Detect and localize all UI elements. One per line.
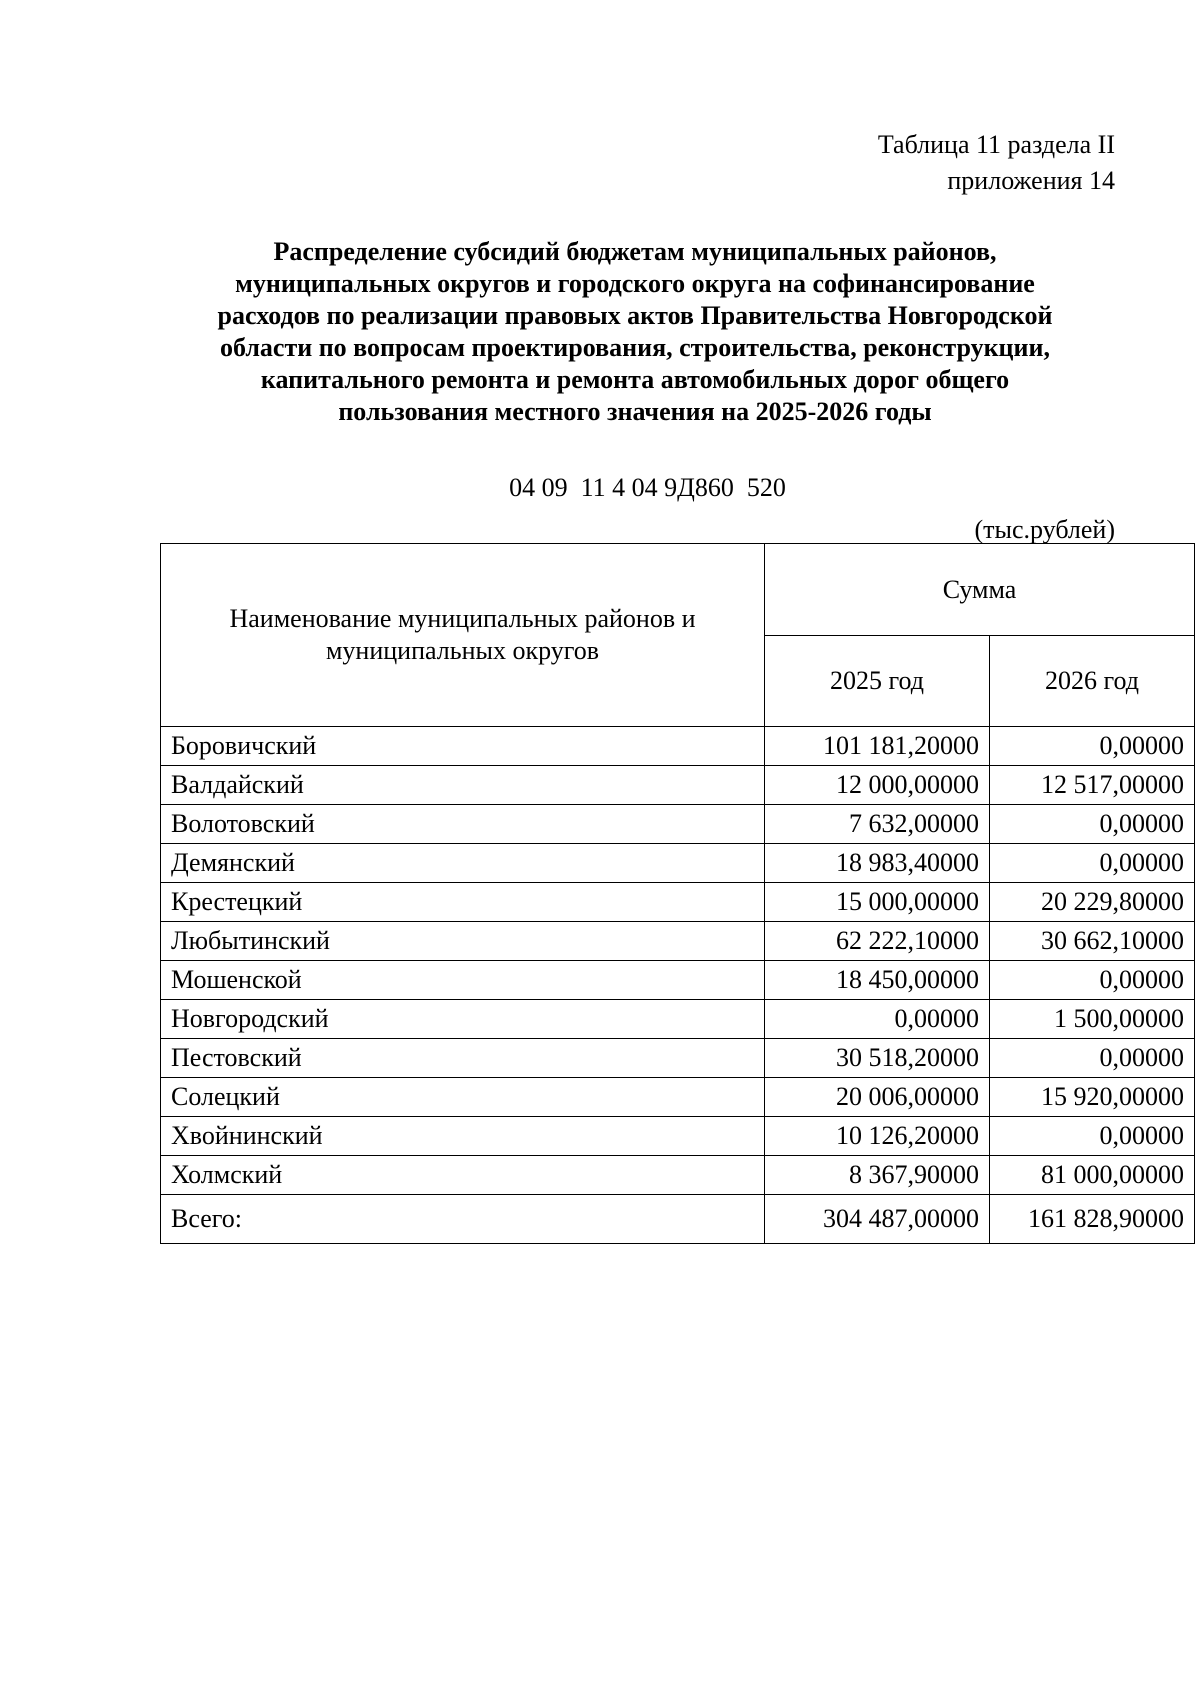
amount-2026-cell: 0,00000: [990, 961, 1195, 1000]
title-line: пользования местного значения на 2025-2026 годы: [338, 397, 932, 426]
amount-2026-cell: 0,00000: [990, 844, 1195, 883]
table-row: [161, 883, 1195, 922]
header-year-2025: 2025 год: [765, 636, 990, 727]
municipality-name-cell: Мошенской: [161, 961, 765, 1000]
table-row: [161, 1000, 1195, 1039]
amount-2026-cell: 1 500,00000: [990, 1000, 1195, 1039]
municipality-name-cell: Хвойнинский: [161, 1117, 765, 1156]
amount-2026-cell: 30 662,10000: [990, 922, 1195, 961]
title-line: расходов по реализации правовых актов Правительства Новгородской: [217, 301, 1053, 330]
amount-2025-cell: 7 632,00000: [765, 805, 990, 844]
amount-2026-cell: 15 920,00000: [990, 1078, 1195, 1117]
municipality-name-cell: Валдайский: [161, 766, 765, 805]
table-row: [161, 1117, 1195, 1156]
amount-2026-cell: 0,00000: [990, 1039, 1195, 1078]
municipality-name-cell: Новгородский: [161, 1000, 765, 1039]
amount-2026-cell: 81 000,00000: [990, 1156, 1195, 1195]
amount-2025-cell: 62 222,10000: [765, 922, 990, 961]
amount-2026-cell: 0,00000: [990, 1117, 1195, 1156]
municipality-name-cell: Пестовский: [161, 1039, 765, 1078]
amount-2026-cell: 0,00000: [990, 805, 1195, 844]
total-row: [161, 1195, 1195, 1244]
amount-2026-cell: 12 517,00000: [990, 766, 1195, 805]
table-row: [161, 805, 1195, 844]
municipality-name-cell: Крестецкий: [161, 883, 765, 922]
title-line: области по вопросам проектирования, строительства, реконструкции,: [219, 333, 1051, 362]
table-row: [161, 1039, 1195, 1078]
amount-2025-cell: 12 000,00000: [765, 766, 990, 805]
title-line: муниципальных округов и городского округа на софинансирование: [235, 269, 1035, 298]
amount-2025-cell: 10 126,20000: [765, 1117, 990, 1156]
amount-2026-cell: 0,00000: [990, 727, 1195, 766]
total-2026-cell: 161 828,90000: [990, 1195, 1195, 1244]
table-row: [161, 727, 1195, 766]
header-year-2026: 2026 год: [990, 636, 1195, 727]
table-row: [161, 844, 1195, 883]
municipality-name-cell: Боровичский: [161, 727, 765, 766]
document-title: [160, 236, 1110, 428]
total-2025-cell: 304 487,00000: [765, 1195, 990, 1244]
appendix-reference-line: приложения 14: [947, 166, 1115, 195]
table-row: [161, 922, 1195, 961]
municipality-name-cell: Солецкий: [161, 1078, 765, 1117]
title-line: Распределение субсидий бюджетам муниципальных районов,: [273, 237, 997, 266]
amount-2026-cell: 20 229,80000: [990, 883, 1195, 922]
amount-2025-cell: 8 367,90000: [765, 1156, 990, 1195]
table-row: [161, 1078, 1195, 1117]
table-reference-line: Таблица 11 раздела II: [877, 130, 1115, 159]
amount-2025-cell: 20 006,00000: [765, 1078, 990, 1117]
title-line: капитального ремонта и ремонта автомобильных дорог общего: [260, 365, 1010, 394]
amount-2025-cell: 30 518,20000: [765, 1039, 990, 1078]
amount-2025-cell: 18 450,00000: [765, 961, 990, 1000]
budget-classification-code: 04 09 11 4 04 9Д860 520: [509, 473, 786, 502]
header-sum: Сумма: [765, 544, 1195, 636]
header-municipality-name: Наименование муниципальных районов и муниципальных округов: [161, 544, 765, 727]
municipality-name-cell: Любытинский: [161, 922, 765, 961]
table-row: [161, 1156, 1195, 1195]
amount-2025-cell: 18 983,40000: [765, 844, 990, 883]
amount-2025-cell: 101 181,20000: [765, 727, 990, 766]
table-row: [161, 766, 1195, 805]
municipality-name-cell: Волотовский: [161, 805, 765, 844]
amount-2025-cell: 0,00000: [765, 1000, 990, 1039]
total-label-cell: Всего:: [161, 1195, 765, 1244]
municipality-name-cell: Холмский: [161, 1156, 765, 1195]
municipality-name-cell: Демянский: [161, 844, 765, 883]
subsidy-table: [160, 543, 1195, 1244]
units-label: (тыс.рублей): [974, 515, 1115, 544]
amount-2025-cell: 15 000,00000: [765, 883, 990, 922]
table-row: [161, 961, 1195, 1000]
table-body: [161, 727, 1195, 1244]
